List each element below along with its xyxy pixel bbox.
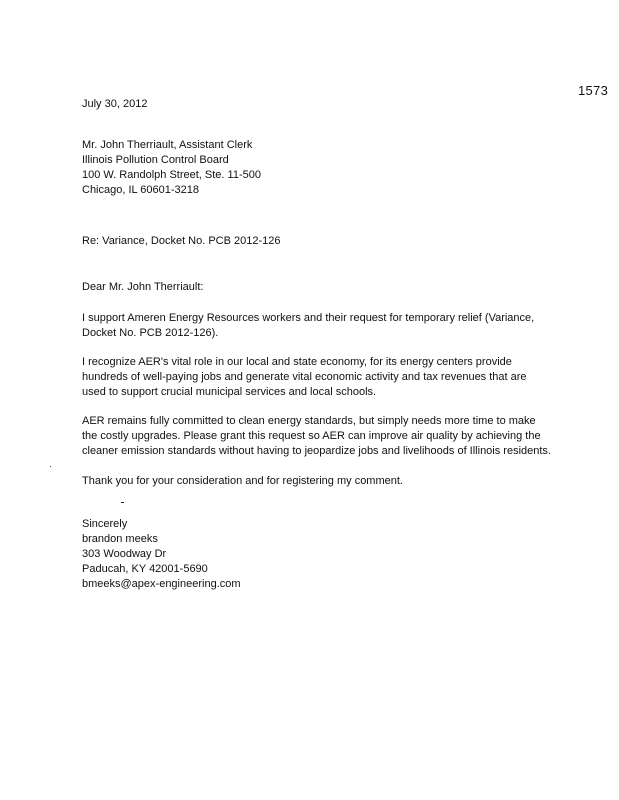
- recipient-address: [82, 138, 261, 198]
- sender-street: 303 Woodway Dr: [82, 548, 167, 560]
- recipient-name-line: Mr. John Therriault, Assistant Clerk: [82, 139, 253, 151]
- paragraph-line: AER remains fully committed to clean energy standards, but simply needs more time to make: [82, 415, 536, 427]
- recipient-street-line: 100 W. Randolph Street, Ste. 11-500: [82, 169, 261, 181]
- signature-block: [82, 517, 241, 592]
- page-number: 1573: [578, 83, 609, 98]
- sign-off: Sincerely: [82, 518, 128, 530]
- body-paragraph-economy: [82, 355, 582, 400]
- body-paragraph-support: [82, 311, 582, 341]
- sender-email: bmeeks@apex-engineering.com: [82, 578, 241, 590]
- paragraph-line: I support Ameren Energy Resources workers and their request for temporary relief (Variance,: [82, 312, 535, 324]
- sender-name: brandon meeks: [82, 533, 158, 545]
- paragraph-line: used to support crucial municipal services and local schools.: [82, 386, 377, 398]
- body-paragraph-standards: [82, 414, 582, 459]
- paragraph-line: the costly upgrades. Please grant this request so AER can improve air quality by achieving the: [82, 430, 541, 442]
- sender-city: Paducah, KY 42001-5690: [82, 563, 208, 575]
- letter-date: July 30, 2012: [82, 98, 148, 110]
- scan-speck: [50, 466, 51, 467]
- paragraph-line: Docket No. PCB 2012-126).: [82, 327, 219, 339]
- paragraph-line: hundreds of well-paying jobs and generate vital economic activity and tax revenues that are: [82, 371, 527, 383]
- subject-line: Re: Variance, Docket No. PCB 2012-126: [82, 235, 281, 247]
- recipient-organization-line: Illinois Pollution Control Board: [82, 154, 229, 166]
- paragraph-line: cleaner emission standards without having to jeopardize jobs and livelihoods of Illinois residents.: [82, 445, 551, 457]
- body-paragraph-thanks: [82, 474, 582, 489]
- salutation: Dear Mr. John Therriault:: [82, 281, 204, 293]
- scan-speck: [121, 502, 124, 503]
- paragraph-line: Thank you for your consideration and for registering my comment.: [82, 475, 403, 487]
- recipient-city-line: Chicago, IL 60601-3218: [82, 184, 200, 196]
- paragraph-line: I recognize AER's vital role in our local and state economy, for its energy centers provide: [82, 356, 512, 368]
